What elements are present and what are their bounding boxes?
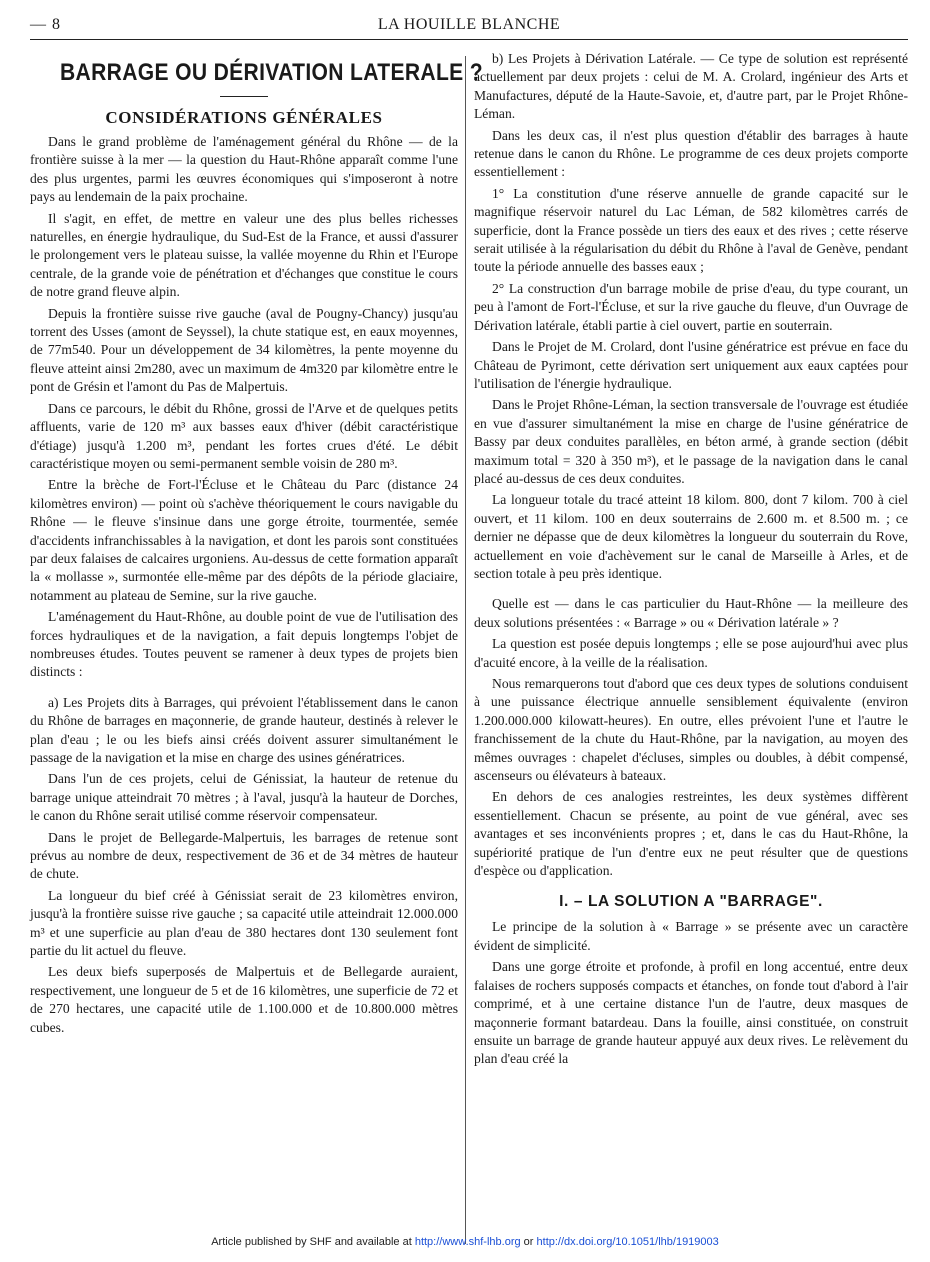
column-divider — [465, 56, 466, 1244]
footer-prefix: Article published by SHF and available at — [211, 1236, 415, 1248]
running-header — [30, 14, 908, 40]
right-column — [474, 50, 908, 1072]
paragraph: Dans le Projet de M. Crolard, dont l'usine génératrice est prévue en face du Château de Pyrimont, cette dérivation sert uniquement aux eaux captées pour l'utilisation de l'énergie hydraulique. — [474, 339, 908, 391]
paragraph: La longueur totale du tracé atteint 18 kilom. 800, dont 7 kilom. 700 à ciel ouvert, et 11 kilom. 100 en deux souterrains de 2.600 m. et 8.500 m. ; ce dernier ne dépasse que de deux kilomètres la longueur du souterrain du Rove, actuellement en voie d'achèvement sur le canal de Marseille à Arles, et de section totale à peu près identique. — [474, 492, 908, 581]
paragraph: L'aménagement du Haut-Rhône, au double point de vue de l'utilisation des forces hydrauliques et de la navigation, a fait depuis longtemps l'objet de nombreuses études. Toutes peuvent se ramener à deux types de projets bien distincts : — [30, 609, 458, 680]
paragraph: 2° La construction d'un barrage mobile de prise d'eau, du type courant, un peu à l'amont de Fort-l'Écluse, et sur la rive gauche du fleuve, d'un Ouvrage de Dérivation latérale, établi partie à ciel ouvert, partie en souterrain. — [474, 280, 908, 333]
footer-middle: or — [520, 1236, 537, 1248]
left-column — [30, 50, 483, 1040]
paragraph: Le principe de la solution à « Barrage » se présente avec un caractère évident de simplicité. — [474, 919, 908, 953]
paragraph: La longueur du bief créé à Génissiat serait de 23 kilomètres environ, jusqu'à la frontière suisse rive gauche ; sa capacité utile atteindrait 12.000.000 m³ et une superficie au plan d'eau de 380 hectares dont 130 seulement font partie du lit actuel du fleuve. — [30, 887, 458, 959]
section-heading: I. – LA SOLUTION A "BARRAGE". — [559, 893, 823, 911]
paragraph: Dans ce parcours, le débit du Rhône, grossi de l'Arve et de quelques petits affluents, varie de 120 m³ aux basses eaux d'hiver (débit caractéristique d'étiage) jusqu'à 1.200 m³, pendant les fortes crues d'été. Le débit caractéristique moyen ou semi-permanent semble voisin de 280 m³. — [30, 400, 458, 471]
paragraph: La question est posée depuis longtemps ; elle se pose aujourd'hui avec plus d'acuité encore, à la veille de la réalisation. — [474, 636, 908, 670]
paragraph: Dans le grand problème de l'aménagement général du Rhône — de la frontière suisse à la mer — la question du Haut-Rhône apparaît comme l'une des plus urgentes, parmi les œuvres économiques qui s'imposeront à notre pays au lendemain de la paix prochaine. — [30, 134, 458, 205]
paragraph: Dans le projet de Bellegarde-Malpertuis, les barrages de retenue sont prévus au nombre de deux, respectivement de 36 et de 34 mètres de hauteur de chute. — [30, 829, 458, 882]
paragraph: Il s'agit, en effet, de mettre en valeur une des plus belles richesses naturelles, en énergie hydraulique, du Sud-Est de la France, et aussi d'assurer le prolongement vers le plateau suisse, la vallée moyenne du Rhin et l'Europe centrale, de la grande voie de pénétration et d'échanges que constitue le cours de notre grand fleuve alpin. — [30, 210, 458, 300]
page-number: — 8 — [30, 16, 61, 33]
paragraph: Dans les deux cas, il n'est plus question d'établir des barrages à haute retenue dans le canon du Rhône. Le programme de ces deux projets comporte essentiellement : — [474, 127, 908, 180]
paragraph: Quelle est — dans le cas particulier du Haut-Rhône — la meilleure des deux solutions présentées : « Barrage » ou « Dérivation latérale » ? — [474, 596, 908, 630]
paragraph: Depuis la frontière suisse rive gauche (aval de Pougny-Chancy) jusqu'au torrent des Usses (amont de Seyssel), la chute statique est, en eaux moyennes, de 77m540. Pour un développement de 34 kilomètres, la pente moyenne du fleuve atteint ainsi 2m280, avec un maximum de 4m320 par kilomètre entre le pont de Grésin et l'amont du Pas de Malpertuis. — [30, 305, 458, 395]
paragraph-derivation-projects: b) Les Projets à Dérivation Latérale. — Ce type de solution est représenté actuellement par deux projets : celui de M. A. Crolard, ingénieur des Arts et Manufactures, député de la Haute-Savoie, et, d'autre part, par le Projet Rhône-Léman. — [474, 51, 908, 122]
paragraph: En dehors de ces analogies restreintes, les deux systèmes diffèrent essentiellement. Chacun se présente, au point de vue général, avec ses avantages et ses inconvénients propres ; et, dans le cas du Haut-Rhône, la supériorité pratique de l'un d'entre eux ne peut résulter que de questions d'espèce ou d'application. — [474, 789, 908, 879]
publication-footer — [0, 1236, 930, 1248]
paragraph: 1° La constitution d'une réserve annuelle de grande capacité sur le magnifique réservoir naturel du Lac Léman, de 582 kilomètres carrés de superficie, dont la France possède un tiers des eaux et des rives ; cette réserve serait utilisée à la régularisation du débit du Rhône à l'aval de Genève, pendant toute la période annuelle des basses eaux ; — [474, 185, 908, 275]
journal-title: LA HOUILLE BLANCHE — [377, 16, 561, 33]
paragraph: Entre la brèche de Fort-l'Écluse et le Château du Parc (distance 24 kilomètres environ) — point où s'achève théoriquement le cours navigable du Rhône — le fleuve s'insinue dans une gorge étroite, tourmentée, semée d'accidents infranchissables à la navigation, et dont les parois sont constituées par deux falaises de calcaires urgoniens. Au-dessus de cette formation apparaît la « mollasse », surmontée elle-même par des dépôts de la période glaciaire, notamment au plateau de Semine, sur la rive gauche. — [30, 477, 458, 603]
paragraph: Dans le Projet Rhône-Léman, la section transversale de l'ouvrage est étudiée en vue d'assurer simultanément la mise en charge de l'usine génératrice de Bassy par deux conduites parallèles, en béton armé, à grande section (débit maximum total = 320 à 350 m³), et le passage de la navigation dans le canal placé au-dessus de ces deux conduites. — [474, 397, 908, 486]
paragraph: Les deux biefs superposés de Malpertuis et de Bellegarde auraient, respectivement, une longueur de 5 et de 16 kilomètres, une superficie de 72 et de 270 hectares, une capacité utile de 1.100.000 et de 10.800.000 mètres cubes. — [30, 964, 458, 1035]
paragraph: Dans une gorge étroite et profonde, à profil en long accentué, entre deux falaises de rochers supposés compacts et étanches, on fonde tout d'abord à l'air comprimé, et à une certaine distance l'un de l'autre, deux masques de maçonnerie formant batardeau. Dans la fouille, ainsi constituée, on construit ensuite un barrage de grande hauteur appuyé aux deux rives. Le relèvement du plan d'eau créé la — [474, 959, 908, 1067]
doi-link[interactable]: http://dx.doi.org/10.1051/lhb/1919003 — [536, 1236, 719, 1248]
paragraph: Nous remarquerons tout d'abord que ces deux types de solutions conduisent à une puissance électrique annuelle sensiblement équivalente (environ 1.200.000.000 kilowatt-heures). En outre, elles prévoient l'une et l'autre le franchissement de la chute du Haut-Rhône, par la navigation, au moyen des mêmes ouvrages : chapelet d'écluses, simples ou doubles, à débit compensé, ascenseurs ou élévateurs à bateaux. — [474, 676, 908, 784]
paragraph-barrage-projects: a) Les Projets dits à Barrages, qui prévoient l'établissement dans le canon du Rhône de barrages en maçonnerie, de grande hauteur, destinés à relever le plan d'eau ; le ou les biefs ainsi créés doivent assurer simultanément le passage de la navigation et la mise en charge des usines génératrices. — [30, 694, 458, 765]
article-title: BARRAGE OU DÉRIVATION LATERALE ? — [59, 59, 483, 86]
shf-link[interactable]: http://www.shf-lhb.org — [414, 1236, 521, 1248]
title-rule — [220, 96, 268, 97]
paragraph: Dans l'un de ces projets, celui de Génissiat, la hauteur de retenue du barrage unique atteindrait 70 mètres ; à l'aval, jusqu'à la hauteur de Dorches, le canon du Rhône serait utilisé comme réservoir compensateur. — [30, 771, 458, 824]
article-subtitle: CONSIDÉRATIONS GÉNÉRALES — [105, 108, 383, 127]
